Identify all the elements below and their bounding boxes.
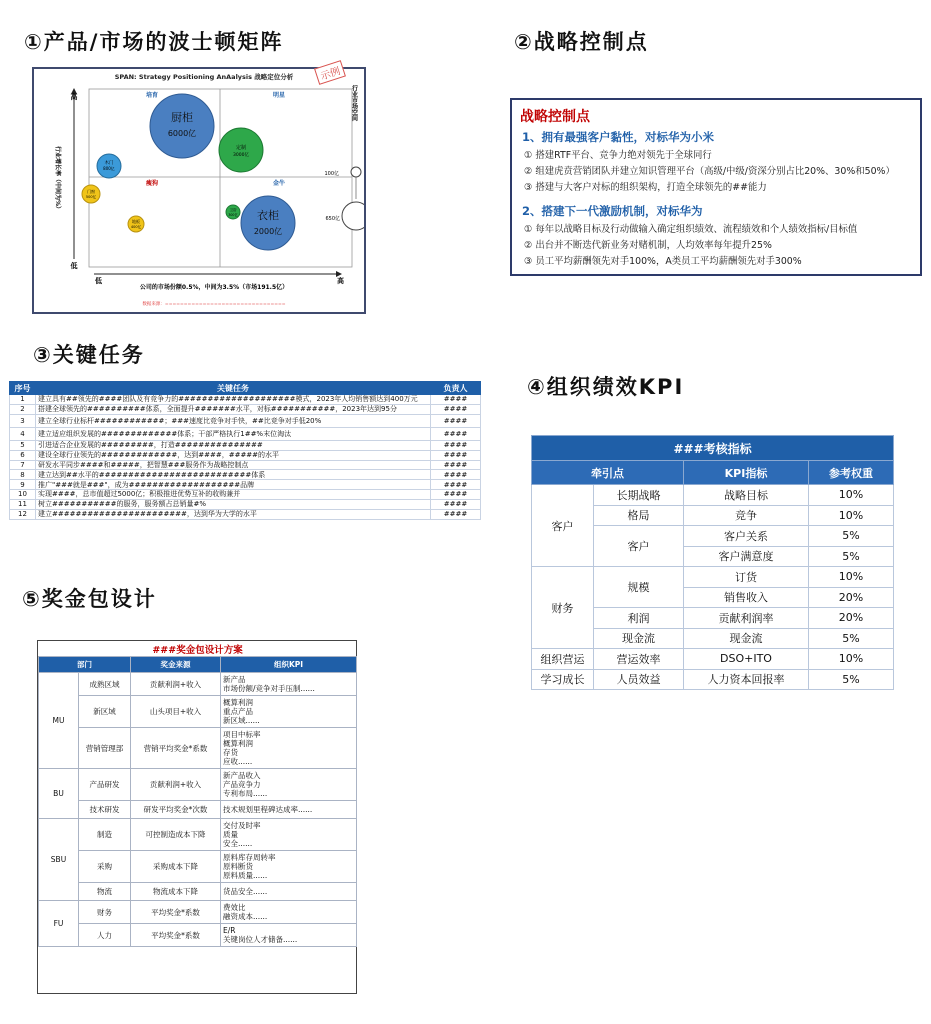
task-owner: ####: [431, 510, 481, 520]
bonus-kpi-line: 交付及时率: [223, 821, 261, 830]
legend-title: 行业市场空间: [350, 85, 358, 121]
bonus-kpi: [221, 673, 357, 696]
task-index: 7: [10, 460, 36, 470]
bonus-source: 贡献利润+收入: [131, 769, 221, 801]
task-row: [10, 480, 481, 490]
bonus-dept: 采购: [79, 851, 131, 883]
task-index: 11: [10, 500, 36, 510]
kpi-driver: 营运效率: [594, 649, 684, 670]
bonus-dept: 人力: [79, 924, 131, 947]
task-row: [10, 490, 481, 500]
bubble-卫浴: [226, 205, 240, 219]
x-axis-label: 公司的市场份额0.5%，中间为3.5%（市场191.5亿）: [139, 284, 289, 291]
bonus-row: [39, 819, 357, 851]
task-owner: ####: [431, 404, 481, 414]
bonus-kpi-line: 原料质量......: [223, 871, 268, 880]
section-heading-key-tasks: ③关键任务: [33, 343, 145, 367]
kpi-metric: 现金流: [684, 628, 809, 649]
task-text: 建立适应组织发展的#############体系；干部严格执行1##%末位淘汰: [36, 427, 431, 440]
bonus-kpi-line: 产品竞争力: [223, 780, 261, 789]
bonus-source: 平均奖金*系数: [131, 901, 221, 924]
kpi-col-header: KPI指标: [684, 461, 809, 485]
bonus-kpi-line: 重点产品: [223, 707, 253, 716]
bonus-kpi-line: 专利布局......: [223, 789, 268, 798]
control-item: ② 出台并不断迭代新业务对赌机制，人均效率每年提升25%: [524, 240, 772, 251]
bonus-table: [38, 641, 357, 947]
quadrant-label: 培育: [145, 92, 159, 99]
task-owner: ####: [431, 395, 481, 405]
bonus-source: 可控制造成本下降: [131, 819, 221, 851]
bonus-dept: 财务: [79, 901, 131, 924]
kpi-weight: 5%: [809, 628, 894, 649]
task-owner: ####: [431, 470, 481, 480]
chart-plot-area: [89, 89, 352, 267]
task-text: 树立###########的服务，服务额占总销量#%: [36, 500, 431, 510]
task-owner: ####: [431, 427, 481, 440]
control-subtitle-2: 2、搭建下一代激励机制，对标华为: [522, 204, 703, 218]
kpi-group: 客户: [532, 485, 594, 567]
task-index: 4: [10, 427, 36, 440]
bonus-kpi-line: 费效比: [223, 903, 246, 912]
kpi-driver: 人员效益: [594, 669, 684, 690]
y-axis-high: 高: [70, 93, 78, 101]
kpi-driver: 长期战略: [594, 485, 684, 506]
bonus-kpi-line: 原料库存周转率: [223, 853, 276, 862]
control-item: ③ 员工平均薪酬领先对手100%，A类员工平均薪酬领先对手300%: [524, 256, 802, 267]
bonus-row: [39, 883, 357, 901]
bonus-row: [39, 673, 357, 696]
kpi-driver: 格局: [594, 505, 684, 526]
task-owner: ####: [431, 480, 481, 490]
bonus-dept: 产品研发: [79, 769, 131, 801]
kpi-row: [532, 485, 894, 506]
bonus-kpi: [221, 696, 357, 728]
task-row: [10, 470, 481, 480]
task-text: 建立#######################，达到华为大学的水平: [36, 510, 431, 520]
bubble-定制: [219, 128, 263, 172]
col-header-index: 序号: [10, 382, 36, 395]
section-heading-control-points: ②战略控制点: [514, 30, 649, 54]
control-item: ② 组建虎贲营销团队并建立知识管理平台（高级/中级/资深分别占比20%、30%和50%）: [524, 166, 895, 177]
kpi-weight: 5%: [809, 526, 894, 547]
bonus-col-header: 组织KPI: [221, 657, 357, 673]
bonus-dept: 新区域: [79, 696, 131, 728]
bonus-row: [39, 924, 357, 947]
bonus-source: 研发平均奖金*次数: [131, 801, 221, 819]
bubble-label: 门窗: [87, 189, 95, 194]
bonus-kpi-line: 概算利润: [223, 739, 253, 748]
x-axis-high: 高: [337, 277, 344, 285]
bonus-dept: 营销管理部: [79, 728, 131, 769]
control-item: ① 搭建RTF平台、竞争力绝对领先于全球同行: [524, 150, 712, 161]
bonus-dept: 制造: [79, 819, 131, 851]
kpi-group: 组织营运: [532, 649, 594, 670]
bonus-dept: 物流: [79, 883, 131, 901]
task-owner: ####: [431, 500, 481, 510]
bonus-row: [39, 696, 357, 728]
task-row: [10, 450, 481, 460]
bonus-dept: 技术研发: [79, 801, 131, 819]
y-axis-low: 低: [70, 262, 78, 270]
task-row: [10, 427, 481, 440]
bubble-value: 3000亿: [233, 153, 249, 158]
bubble-label: 衣柜: [257, 209, 279, 222]
bonus-source: 营销平均奖金*系数: [131, 728, 221, 769]
kpi-metric: DSO+ITO: [684, 649, 809, 670]
bubble-value: 6000亿: [167, 129, 197, 138]
kpi-weight: 20%: [809, 608, 894, 629]
kpi-metric: 销售收入: [684, 587, 809, 608]
kpi-metric: 竞争: [684, 505, 809, 526]
bubble-label: 卫浴: [229, 208, 237, 212]
bonus-kpi-line: 应收......: [223, 757, 253, 766]
bonus-kpi: [221, 769, 357, 801]
bubble-label: 厨柜: [171, 111, 193, 124]
task-text: 建立全球行业标杆############；###速度比竞争对手快，##比竞争对手低20%: [36, 414, 431, 427]
kpi-weight: 20%: [809, 587, 894, 608]
quadrant-label: 金牛: [272, 180, 286, 187]
bonus-kpi-line: 原料断货: [223, 862, 253, 871]
task-text: 研发水平同步####和#####，把智慧###服务作为战略控制点: [36, 460, 431, 470]
bonus-kpi: [221, 901, 357, 924]
bonus-kpi-line: 存货: [223, 748, 238, 757]
legend-small-value: 100亿: [324, 171, 339, 177]
kpi-metric: 客户满意度: [684, 546, 809, 567]
control-item: ③ 搭建与大客户对标的组织架构，打造全球领先的##能力: [524, 182, 767, 193]
legend-large-value: 650亿: [325, 216, 340, 222]
legend-bubble-small: [351, 167, 361, 177]
chart-footnote: 数据来源：================================: [142, 302, 286, 307]
task-index: 12: [10, 510, 36, 520]
kpi-weight: 5%: [809, 546, 894, 567]
bonus-row: [39, 851, 357, 883]
bubble-value: 500亿: [85, 195, 97, 199]
bonus-col-header: 部门: [39, 657, 131, 673]
kpi-driver: 规模: [594, 567, 684, 608]
bubble-value: 2000亿: [253, 227, 283, 236]
bonus-kpi-line: 质量: [223, 830, 238, 839]
bubble-门窗: [82, 185, 100, 203]
task-owner: ####: [431, 414, 481, 427]
key-tasks-table: [9, 381, 481, 520]
kpi-group: 财务: [532, 567, 594, 649]
x-axis-low: 低: [95, 277, 102, 285]
bonus-kpi-line: 货品安全......: [223, 887, 268, 896]
bubble-value: 800亿: [103, 166, 115, 171]
kpi-weight: 10%: [809, 649, 894, 670]
section-heading-bcg: ①产品/市场的波士顿矩阵: [24, 30, 284, 54]
task-text: 推广"###就是###"，成为###################品牌: [36, 480, 431, 490]
bubble-衣柜: [241, 196, 295, 250]
bonus-row: [39, 801, 357, 819]
task-index: 9: [10, 480, 36, 490]
task-index: 1: [10, 395, 36, 405]
bonus-source: 平均奖金*系数: [131, 924, 221, 947]
bonus-group: FU: [39, 901, 79, 947]
task-row: [10, 395, 481, 405]
bonus-col-header: 奖金来源: [131, 657, 221, 673]
col-header-task: 关键任务: [36, 382, 431, 395]
kpi-weight: 10%: [809, 567, 894, 588]
task-index: 10: [10, 490, 36, 500]
bonus-kpi-line: 新产品: [223, 675, 246, 684]
kpi-metric: 客户关系: [684, 526, 809, 547]
sample-stamp: 示例: [314, 60, 346, 85]
kpi-weight: 5%: [809, 669, 894, 690]
bonus-source: 物流成本下降: [131, 883, 221, 901]
bonus-group: SBU: [39, 819, 79, 901]
task-row: [10, 510, 481, 520]
chart-title: SPAN: Strategy Positioning AnAalysis 战略定位分析: [114, 73, 294, 81]
task-row: [10, 460, 481, 470]
bonus-kpi-line: 融资成本......: [223, 912, 268, 921]
bubble-地板: [128, 216, 144, 232]
bonus-kpi-line: 概算利润: [223, 698, 253, 707]
bonus-kpi-line: 项目中标率: [223, 730, 261, 739]
kpi-metric: 订货: [684, 567, 809, 588]
control-subtitle-1: 1、拥有最强客户黏性，对标华为小米: [522, 130, 714, 144]
bonus-kpi-line: 市场份额/竞争对手压制......: [223, 684, 315, 693]
span-chart-panel: [32, 67, 366, 314]
bonus-row: [39, 728, 357, 769]
y-axis-label: 行业增长率（中间为%）: [54, 145, 61, 213]
kpi-col-header: 参考权重: [809, 461, 894, 485]
task-index: 6: [10, 450, 36, 460]
kpi-group: 学习成长: [532, 669, 594, 690]
task-text: 实现####，总市值超过5000亿；积极推进优势互补的收购兼并: [36, 490, 431, 500]
task-row: [10, 500, 481, 510]
kpi-weight: 10%: [809, 485, 894, 506]
bonus-kpi-line: 技术规划里程碑达成率......: [223, 805, 313, 814]
control-title: 战略控制点: [520, 109, 590, 125]
bubble-木门: [97, 154, 121, 178]
bubble-label: 地板: [132, 219, 140, 224]
kpi-driver: 客户: [594, 526, 684, 567]
kpi-col-header: 牵引点: [532, 461, 684, 485]
bonus-kpi: [221, 851, 357, 883]
bonus-kpi: [221, 819, 357, 851]
legend-bubble-large: [342, 202, 364, 230]
bubble-label: 木门: [104, 161, 114, 166]
bonus-group: MU: [39, 673, 79, 769]
task-row: [10, 440, 481, 450]
bubble-value: 300亿: [228, 213, 238, 217]
bonus-kpi: [221, 801, 357, 819]
kpi-driver: 现金流: [594, 628, 684, 649]
task-index: 3: [10, 414, 36, 427]
bonus-row: [39, 769, 357, 801]
bubble-value: 400亿: [130, 225, 142, 229]
bonus-row: [39, 901, 357, 924]
task-text: 建立达到##水平的##########################体系: [36, 470, 431, 480]
kpi-title: ###考核指标: [532, 436, 894, 461]
bubble-label: 定制: [235, 145, 247, 151]
bonus-source: 采购成本下降: [131, 851, 221, 883]
quadrant-label: 瘦狗: [145, 180, 159, 187]
task-text: 建立具有##领先的####团队及有竞争力的####################模式，2023年人均销售额达到400万元: [36, 395, 431, 405]
task-text: 搭建全球领先的##########体系，全面提升#######水平，对标###########，2023年达到95分: [36, 404, 431, 414]
task-owner: ####: [431, 440, 481, 450]
kpi-metric: 贡献利润率: [684, 608, 809, 629]
bonus-kpi: [221, 883, 357, 901]
kpi-metric: 战略目标: [684, 485, 809, 506]
bonus-group: BU: [39, 769, 79, 819]
bonus-source: 贡献利润+收入: [131, 673, 221, 696]
bonus-kpi-line: 新产品收入: [223, 771, 261, 780]
bonus-kpi-line: E/R: [223, 926, 236, 935]
task-owner: ####: [431, 450, 481, 460]
bonus-source: 山头项目+收入: [131, 696, 221, 728]
bonus-kpi: [221, 728, 357, 769]
task-row: [10, 404, 481, 414]
task-index: 5: [10, 440, 36, 450]
kpi-row: [532, 567, 894, 588]
bonus-kpi-line: 关键岗位人才储备......: [223, 935, 298, 944]
span-chart: [34, 69, 364, 312]
col-header-owner: 负责人: [431, 382, 481, 395]
section-heading-bonus: ⑤奖金包设计: [22, 587, 157, 611]
bonus-kpi: [221, 924, 357, 947]
task-index: 2: [10, 404, 36, 414]
bonus-title: ###奖金包设计方案: [152, 644, 243, 656]
kpi-weight: 10%: [809, 505, 894, 526]
bonus-kpi-line: 安全......: [223, 839, 253, 848]
task-text: 建设全球行业领先的#############，达到####，#####的水平: [36, 450, 431, 460]
kpi-row: [532, 649, 894, 670]
bonus-dept: 成熟区域: [79, 673, 131, 696]
bubble-厨柜: [150, 94, 214, 158]
kpi-row: [532, 669, 894, 690]
task-text: 引进适合企业发展的#########，打造###############: [36, 440, 431, 450]
quadrant-label: 明星: [272, 92, 286, 99]
kpi-table: [531, 435, 894, 690]
task-row: [10, 414, 481, 427]
bonus-kpi-line: 新区域......: [223, 716, 260, 725]
task-index: 8: [10, 470, 36, 480]
task-owner: ####: [431, 460, 481, 470]
kpi-metric: 人力资本回报率: [684, 669, 809, 690]
task-owner: ####: [431, 490, 481, 500]
section-heading-kpi: ④组织绩效KPI: [527, 375, 685, 399]
kpi-driver: 利润: [594, 608, 684, 629]
control-points-panel: [510, 98, 922, 276]
control-item: ① 每年以战略目标及行动做输入确定组织绩效、流程绩效和个人绩效指标/目标值: [524, 224, 858, 235]
